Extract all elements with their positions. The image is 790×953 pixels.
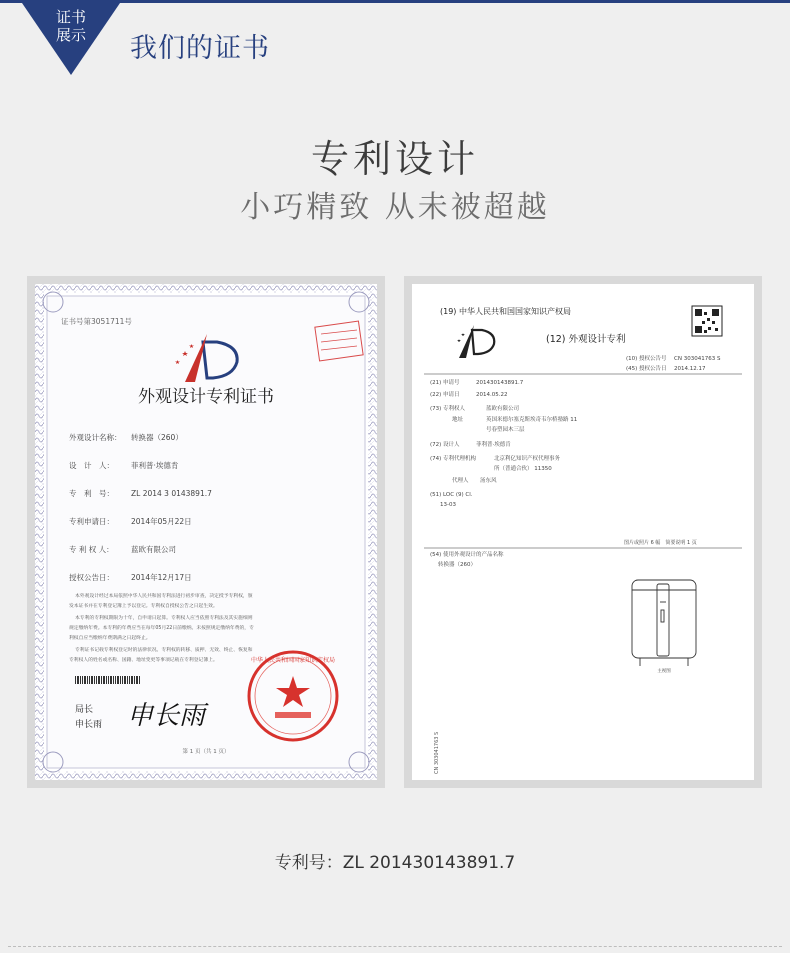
entry-value: 所（普通合伙） 11350 — [494, 466, 552, 472]
entry-value: 北京利亿知识产权代理事务 — [494, 456, 561, 462]
entry-label: (73) 专利权人 — [430, 406, 466, 412]
field-label: 设 计 人： — [69, 461, 114, 470]
certificate-right — [404, 276, 762, 788]
entry-value: 2014.05.22 — [476, 392, 508, 398]
entry-label: (74) 专利代理机构 — [430, 456, 477, 462]
header-badge-label — [22, 8, 120, 44]
pub-date: 2014.12.17 — [674, 366, 706, 372]
patent-office-logo-icon — [457, 325, 494, 358]
patent-number: 专利号：ZL 201430143891.7 — [274, 853, 516, 873]
badge-line1: 证书 — [55, 8, 86, 26]
field-value: 转换器（260） — [131, 433, 183, 442]
certificate-left-art — [35, 284, 377, 780]
entry-label: (72) 设计人 — [430, 442, 460, 448]
headline-subtitle: 小巧精致 从未被超越 — [240, 190, 550, 225]
section-title: 我们的证书 — [130, 33, 270, 64]
entry-label: 13-03 — [440, 502, 456, 508]
view-label: 主视图 — [657, 669, 671, 674]
page-footer: 第 1 页（共 1 页） — [182, 749, 230, 755]
entry-label: (22) 申请日 — [430, 392, 460, 398]
entry-label: 代理人 — [452, 478, 469, 484]
field-label: 专利申请日： — [69, 517, 114, 526]
entry-value: 菲利普·埃德肯 — [476, 442, 511, 448]
certificate-right-paper — [412, 284, 754, 780]
cert-title: 外观设计专利证书 — [138, 387, 274, 407]
entry-value: 号春塑园木三层 — [486, 427, 525, 433]
certificate-left-paper — [35, 284, 377, 780]
body-line: 本外观设计经过本局依照中华人民共和国专利法进行初步审查，决定授予专利权，颁 — [75, 594, 253, 599]
figure-note: 图片或照片 6 幅 简要说明 1 页 — [624, 540, 697, 546]
entry-value: 英国米德尔塞克斯埃奇韦尔桥塾路 11 — [486, 417, 578, 423]
entry-value: 汤东风 — [480, 478, 497, 484]
bottom-divider — [8, 946, 782, 947]
document-type: (12) 外观设计专利 — [546, 334, 626, 345]
body-line: 发本证书并在专利登记簿上予以登记。专利权自授权公告之日起生效。 — [69, 604, 218, 609]
signature-name: 申长雨 — [75, 720, 103, 730]
certificate-left — [27, 276, 385, 788]
badge-line2: 展示 — [55, 26, 86, 44]
body-line: 专利证书记载专利权登记时的法律状况。专利权的转移、质押、无效、终止、恢复和 — [75, 648, 253, 653]
body-line: 利权自应当缴纳年费期满之日起终止。 — [69, 636, 151, 641]
field-value: 蓝欧有限公司 — [131, 545, 176, 554]
product-label: (54) 使用外观设计的产品名称 — [430, 552, 504, 558]
cert-number: 证书号第3051711号 — [61, 317, 132, 326]
product-name: 转换器（260） — [438, 562, 476, 568]
entry-label: (21) 申请号 — [430, 380, 460, 386]
field-label: 授权公告日： — [69, 573, 114, 582]
field-label: 专 利 号： — [69, 489, 114, 498]
entry-label: (51) LOC (9) Cl. — [430, 492, 473, 498]
signature-title: 局长 — [75, 705, 94, 715]
field-value: 菲利普·埃德肯 — [131, 461, 179, 470]
product-drawing — [632, 580, 696, 666]
pub-no-label: (10) 授权公告号 — [626, 356, 667, 362]
side-code: CN 303041763 S — [434, 731, 440, 774]
entry-value: 201430143891.7 — [476, 380, 524, 386]
entry-label: 地址 — [452, 417, 464, 423]
seal-text: 中华人民共和国国家知识产权局 — [250, 657, 336, 664]
qr-code-icon — [692, 306, 722, 336]
certificate-right-art — [412, 284, 754, 780]
pub-date-label: (45) 授权公告日 — [626, 366, 667, 372]
field-value: ZL 2014 3 0143891.7 — [131, 489, 212, 498]
field-value: 2014年05月22日 — [131, 517, 192, 526]
field-label: 外观设计名称： — [69, 433, 122, 442]
body-line: 本专利的专利权期限为十年，自申请日起算。专利权人应当依照专利法及其实施细则 — [75, 616, 253, 621]
office-name: (19) 中华人民共和国国家知识产权局 — [440, 307, 571, 316]
pub-no: CN 303041763 S — [674, 356, 721, 362]
entry-value: 蓝欧有限公司 — [486, 406, 520, 412]
handwritten-signature: 申长雨 — [127, 701, 206, 731]
field-value: 2014年12月17日 — [131, 573, 192, 582]
field-label: 专 利 权 人： — [69, 545, 114, 554]
headline-title: 专利设计 — [310, 137, 479, 181]
body-line: 规定缴纳年费。本专利的年费应当在每年05月22日前缴纳。未按照规定缴纳年费的，专 — [69, 626, 254, 631]
body-line: 专利权人的姓名或名称、国籍、地址变更等事项记载在专利登记簿上。 — [69, 658, 218, 663]
